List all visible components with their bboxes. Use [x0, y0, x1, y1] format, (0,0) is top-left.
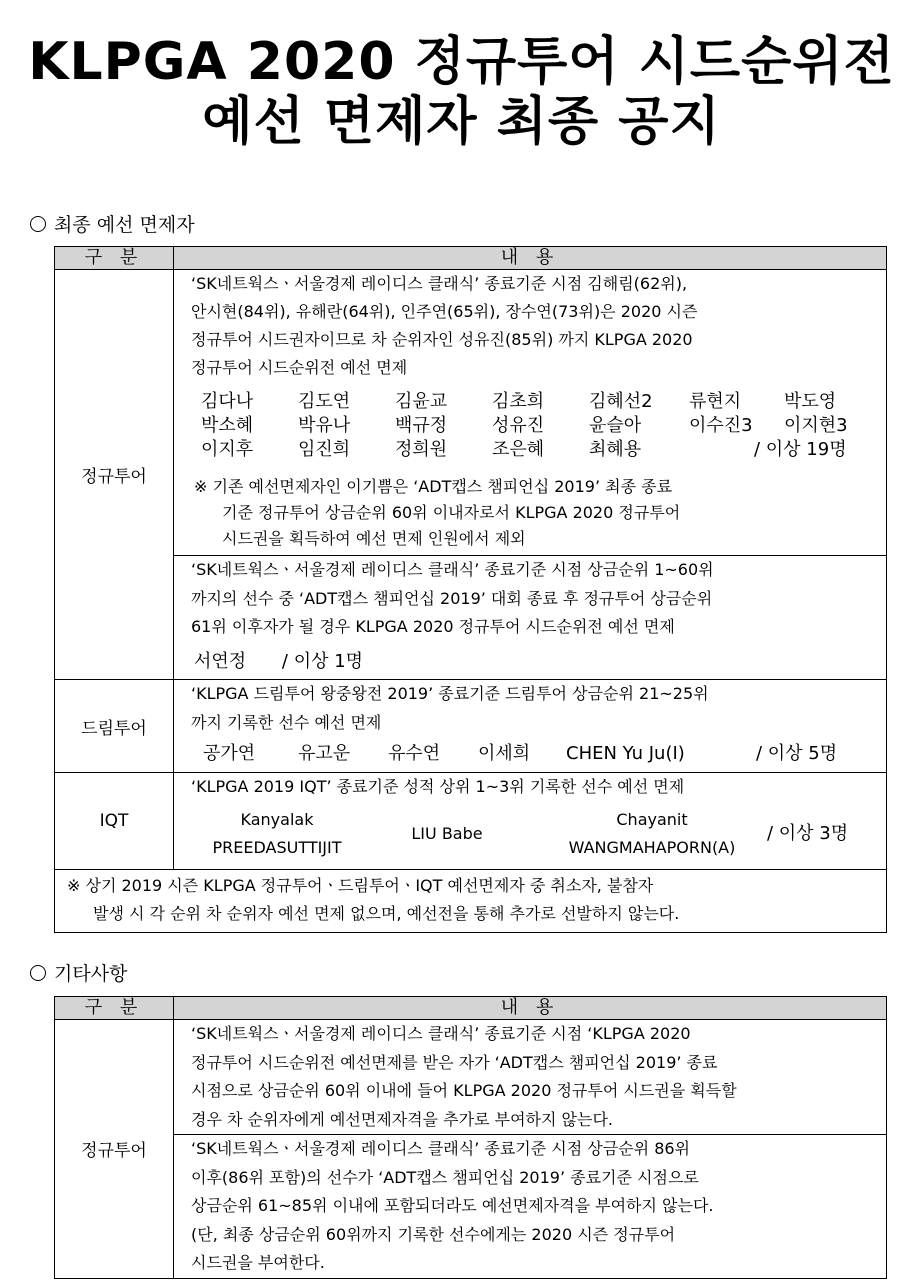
section-heading-other — [30, 962, 127, 986]
footnote-line: ※ 상기 2019 시즌 KLPGA 정규투어ㆍ드림투어ㆍIQT 예선면제자 중 취소자, 불참자 — [67, 875, 654, 895]
player-name: 김다나 — [201, 391, 254, 412]
regular-block2 — [174, 556, 887, 680]
table-header-row — [55, 997, 887, 1020]
player-name: 조은혜 — [492, 439, 545, 460]
text-line: ‘SK네트웍스ㆍ서울경제 레이디스 클래식’ 종료기준 시점 ‘KLPGA 2020 — [191, 1024, 691, 1043]
header-category: 구 분 — [55, 997, 174, 1020]
section-heading-exempt — [30, 213, 195, 237]
text-line: 61위 이후자가 될 경우 KLPGA 2020 정규투어 시드순위전 예선 면제 — [191, 617, 675, 636]
player-name: 김도연 — [298, 391, 351, 412]
regular-block1 — [174, 270, 887, 556]
dream-names-row — [203, 741, 878, 767]
text-line: 까지 기록한 선수 예선 면제 — [191, 712, 382, 732]
text-line: 이후(86위 포함)의 선수가 ‘ADT캡스 챔피언십 2019’ 종료기준 시점으로 — [191, 1167, 699, 1187]
table-row-dream — [55, 680, 887, 773]
dream-block — [174, 680, 887, 773]
category-iqt: IQT — [55, 773, 174, 870]
regular-names-grid — [201, 390, 878, 462]
page-title-line2: 예선 면제자 최종 공지 — [202, 92, 721, 152]
names-count: / 이상 1명 — [281, 650, 364, 672]
iqt-names-row — [197, 806, 878, 862]
player-name: 백규정 — [395, 415, 448, 436]
text-line: 시점으로 상금순위 60위 이내에 들어 KLPGA 2020 정규투어 시드권을 획득할 — [191, 1081, 737, 1100]
text-line: 경우 차 순위자에게 예선면제자격을 추가로 부여하지 않는다. — [191, 1109, 614, 1129]
category-regular: 정규투어 — [55, 270, 174, 680]
text-line: 시드권을 부여한다. — [191, 1253, 325, 1272]
text-line: 정규투어 시드순위전 예선면제를 받은 자가 ‘ADT캡스 챔피언십 2019’ 종료 — [191, 1052, 718, 1072]
header-category: 구 분 — [55, 247, 174, 270]
player-name: 김윤교 — [395, 391, 448, 412]
player-name: 이지현3 — [784, 415, 848, 436]
player-name: 김혜선2 — [589, 391, 653, 412]
player-last: PREEDASUTTIJIT — [212, 837, 342, 857]
player-name: 서연정 — [194, 650, 247, 672]
player-first: Chayanit — [616, 809, 688, 829]
names-count: / 이상 19명 — [754, 439, 847, 460]
section-heading-text: 최종 예선 면제자 — [54, 214, 195, 236]
player-name: 김초희 — [492, 391, 545, 412]
other-block2 — [174, 1135, 887, 1279]
text-line: ‘KLPGA 드림투어 왕중왕전 2019’ 종료기준 드림투어 상금순위 21~25위 — [191, 684, 709, 703]
player-name: 임진희 — [298, 439, 351, 460]
section-heading-text: 기타사항 — [54, 963, 128, 985]
category-dream: 드림투어 — [55, 680, 174, 773]
table-row-other-1 — [55, 1020, 887, 1135]
player-name: 성유진 — [492, 415, 545, 436]
text-line: ‘SK네트웍스ㆍ서울경제 레이디스 클래식’ 종료기준 시점 상금순위 86위 — [191, 1139, 691, 1158]
player-name: 유고운 — [298, 743, 351, 764]
player-name — [537, 806, 767, 862]
names-count: / 이상 3명 — [767, 822, 849, 844]
player-first: Kanyalak — [240, 809, 314, 829]
iqt-block — [174, 773, 887, 870]
block2-names-row — [194, 648, 878, 677]
player-last: WANGMAHAPORN(A) — [568, 837, 736, 857]
header-content: 내 용 — [174, 247, 887, 270]
text-line: 안시현(84위), 유해란(64위), 인주연(65위), 장수연(73위)은 2020 시즌 — [191, 302, 698, 321]
table-row-footnote — [55, 869, 887, 932]
text-line: ‘SK네트웍스ㆍ서울경제 레이디스 클래식’ 종료기준 시점 상금순위 1~60위 — [191, 560, 714, 579]
player-name: 최혜용 — [589, 439, 642, 460]
table-header-row — [55, 247, 887, 270]
player-name — [197, 806, 357, 862]
other-block1 — [174, 1020, 887, 1135]
player-name: 박유나 — [298, 415, 351, 436]
note-line: ※ 기존 예선면제자인 이기쁨은 ‘ADT캡스 챔피언십 2019’ 최종 종료 — [194, 477, 673, 496]
text-line: ‘SK네트웍스ㆍ서울경제 레이디스 클래식’ 종료기준 시점 김해림(62위), — [191, 274, 688, 293]
text-line: 상금순위 61~85위 이내에 포함되더라도 예선면제자격을 부여하지 않는다. — [191, 1196, 714, 1215]
header-content: 내 용 — [174, 997, 887, 1020]
text-line: ‘KLPGA 2019 IQT’ 종료기준 성적 상위 1~3위 기록한 선수 예선 면제 — [191, 777, 685, 796]
other-table — [54, 996, 887, 1279]
player-name: 이세희 — [478, 743, 531, 764]
circle-bullet-icon — [30, 216, 46, 232]
text-line: 정규투어 시드순위전 예선 면제 — [191, 358, 408, 377]
player-name: 윤슬아 — [589, 415, 642, 436]
player-name: 이지후 — [201, 439, 254, 460]
player-name: 공가연 — [203, 743, 256, 764]
table-row-regular-2 — [55, 556, 887, 680]
category-regular: 정규투어 — [55, 1020, 174, 1279]
player-name: 박도영 — [784, 391, 837, 412]
player-name: 류현지 — [689, 391, 742, 412]
note-line: 기준 정규투어 상금순위 60위 이내자로서 KLPGA 2020 정규투어 — [222, 503, 681, 522]
circle-bullet-icon — [30, 965, 46, 981]
text-line: 까지의 선수 중 ‘ADT캡스 챔피언십 2019’ 대회 종료 후 정규투어 상금순위 — [191, 588, 713, 608]
player-name: 유수연 — [388, 743, 441, 764]
player-name: 이수진3 — [689, 415, 753, 436]
names-count: / 이상 5명 — [756, 743, 838, 764]
player-name: LIU Babe — [411, 823, 483, 843]
exempt-table — [54, 246, 887, 933]
footnote-cell — [55, 869, 887, 932]
player-name: 박소혜 — [201, 415, 254, 436]
table-row-iqt — [55, 773, 887, 870]
table-row-regular-1 — [55, 270, 887, 556]
player-name: 정희원 — [395, 439, 448, 460]
player-name: CHEN Yu Ju(I) — [566, 743, 685, 764]
page-title-line1: KLPGA 2020 정규투어 시드순위전 — [28, 32, 895, 92]
regular-note — [194, 474, 878, 552]
text-line: 정규투어 시드권자이므로 차 순위자인 성유진(85위) 까지 KLPGA 2020 — [191, 330, 693, 349]
table-row-other-2 — [55, 1135, 887, 1279]
text-line: (단, 최종 상금순위 60위까지 기록한 선수에게는 2020 시즌 정규투어 — [191, 1224, 676, 1244]
note-line: 시드권을 획득하여 예선 면제 인원에서 제외 — [222, 529, 526, 548]
footnote-line: 발생 시 각 순위 차 순위자 예선 면제 없으며, 예선전을 통해 추가로 선발하지 않는다. — [93, 903, 680, 923]
